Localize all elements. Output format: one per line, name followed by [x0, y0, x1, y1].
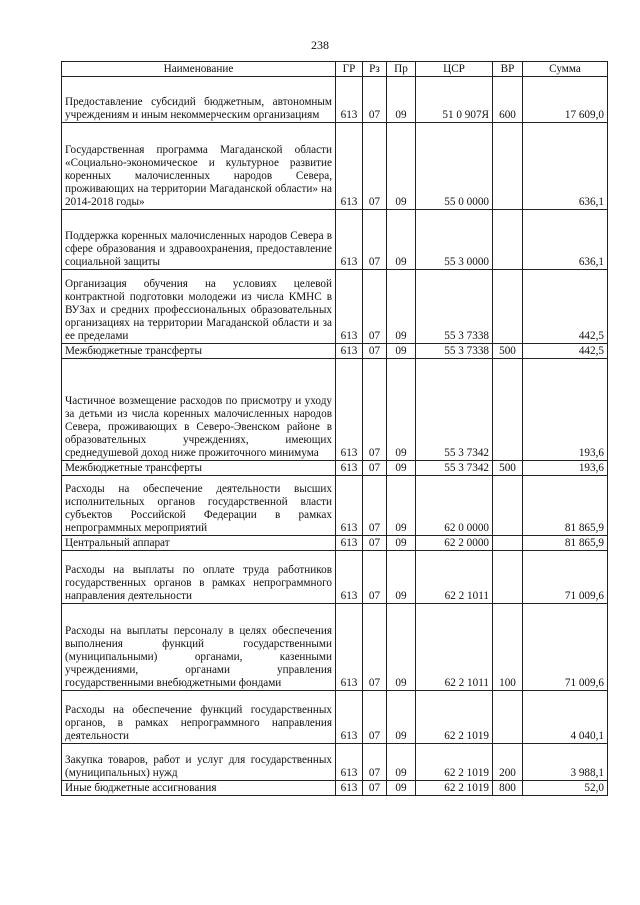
table-row [62, 77, 608, 123]
row-csr: 62 2 1019 [416, 691, 493, 744]
row-gr: 613 [336, 691, 363, 744]
row-gr: 613 [336, 77, 363, 123]
row-sum: 193,6 [523, 461, 608, 476]
row-vr: 600 [493, 77, 523, 123]
row-rz: 07 [363, 551, 387, 604]
table-row [62, 210, 608, 270]
row-csr: 62 2 0000 [416, 536, 493, 551]
row-sum: 71 009,6 [523, 604, 608, 691]
row-rz: 07 [363, 344, 387, 359]
header-rz: Рз [363, 62, 387, 77]
row-pr: 09 [387, 551, 416, 604]
row-sum: 636,1 [523, 123, 608, 210]
table-row [62, 270, 608, 344]
header-sum: Сумма [523, 62, 608, 77]
row-name: Расходы на выплаты по оплате труда работников государственных органов в рамках непрограммного направления деятельности [62, 551, 336, 604]
row-rz: 07 [363, 461, 387, 476]
row-pr: 09 [387, 691, 416, 744]
row-csr: 51 0 907Я [416, 77, 493, 123]
table-row [62, 551, 608, 604]
budget-table [61, 61, 608, 796]
row-gr: 613 [336, 210, 363, 270]
row-gr: 613 [336, 781, 363, 796]
row-vr [493, 691, 523, 744]
row-name: Предоставление субсидий бюджетным, автономным учреждениям и иным некоммерческим организациям [62, 77, 336, 123]
row-pr: 09 [387, 77, 416, 123]
row-csr: 62 2 1011 [416, 604, 493, 691]
row-name: Межбюджетные трансферты [62, 461, 336, 476]
row-name: Иные бюджетные ассигнования [62, 781, 336, 796]
header-csr: ЦСР [416, 62, 493, 77]
table-row [62, 781, 608, 796]
row-gr: 613 [336, 461, 363, 476]
row-gr: 613 [336, 270, 363, 344]
row-name: Межбюджетные трансферты [62, 344, 336, 359]
row-sum: 81 865,9 [523, 536, 608, 551]
row-rz: 07 [363, 476, 387, 536]
row-rz: 07 [363, 691, 387, 744]
row-vr [493, 476, 523, 536]
row-pr: 09 [387, 359, 416, 461]
table-row [62, 461, 608, 476]
row-vr [493, 270, 523, 344]
row-vr [493, 551, 523, 604]
table-row [62, 691, 608, 744]
row-rz: 07 [363, 77, 387, 123]
header-vr: ВР [493, 62, 523, 77]
row-pr: 09 [387, 210, 416, 270]
row-vr [493, 210, 523, 270]
table-row [62, 359, 608, 461]
row-rz: 07 [363, 536, 387, 551]
row-gr: 613 [336, 604, 363, 691]
row-gr: 613 [336, 476, 363, 536]
row-vr: 100 [493, 604, 523, 691]
row-sum: 17 609,0 [523, 77, 608, 123]
row-csr: 55 0 0000 [416, 123, 493, 210]
row-sum: 442,5 [523, 270, 608, 344]
row-gr: 613 [336, 359, 363, 461]
row-rz: 07 [363, 123, 387, 210]
row-name: Расходы на обеспечение функций государственных органов, в рамках непрограммного направления деятельности [62, 691, 336, 744]
row-name: Поддержка коренных малочисленных народов Севера в сфере образования и здравоохранения, предоставление социальной защиты [62, 210, 336, 270]
row-csr: 62 2 1019 [416, 781, 493, 796]
row-gr: 613 [336, 551, 363, 604]
row-name: Частичное возмещение расходов по присмотру и уходу за детьми из числа коренных малочисленных народов Севера, проживающих в Северо-Эвенском районе в образовательных учреждениях, имеющих среднедушевой доход ниже прожиточного минимума [62, 359, 336, 461]
row-csr: 55 3 7342 [416, 461, 493, 476]
row-csr: 55 3 0000 [416, 210, 493, 270]
row-pr: 09 [387, 344, 416, 359]
row-pr: 09 [387, 604, 416, 691]
table-row [62, 344, 608, 359]
table-row [62, 123, 608, 210]
row-name: Расходы на выплаты персоналу в целях обеспечения выполнения функций государственными (муниципальными) органами, казенными учреждениями, органами управления государственными внебюджетными фондами [62, 604, 336, 691]
row-pr: 09 [387, 123, 416, 210]
row-sum: 52,0 [523, 781, 608, 796]
table-body [62, 77, 608, 796]
row-vr: 200 [493, 744, 523, 781]
row-rz: 07 [363, 270, 387, 344]
row-sum: 193,6 [523, 359, 608, 461]
row-gr: 613 [336, 344, 363, 359]
row-pr: 09 [387, 536, 416, 551]
table-row [62, 604, 608, 691]
row-pr: 09 [387, 461, 416, 476]
row-pr: 09 [387, 476, 416, 536]
header-gr: ГР [336, 62, 363, 77]
row-csr: 55 3 7338 [416, 270, 493, 344]
row-vr [493, 359, 523, 461]
row-rz: 07 [363, 744, 387, 781]
row-vr: 500 [493, 344, 523, 359]
row-vr [493, 536, 523, 551]
row-csr: 55 3 7342 [416, 359, 493, 461]
row-gr: 613 [336, 744, 363, 781]
row-sum: 81 865,9 [523, 476, 608, 536]
row-pr: 09 [387, 781, 416, 796]
row-sum: 71 009,6 [523, 551, 608, 604]
table-row [62, 536, 608, 551]
page-number: 238 [311, 38, 329, 52]
row-csr: 62 2 1019 [416, 744, 493, 781]
row-pr: 09 [387, 270, 416, 344]
row-sum: 636,1 [523, 210, 608, 270]
header-pr: Пр [387, 62, 416, 77]
row-vr: 500 [493, 461, 523, 476]
row-pr: 09 [387, 744, 416, 781]
table-row [62, 476, 608, 536]
row-vr: 800 [493, 781, 523, 796]
row-gr: 613 [336, 536, 363, 551]
row-vr [493, 123, 523, 210]
row-name: Закупка товаров, работ и услуг для государственных (муниципальных) нужд [62, 744, 336, 781]
row-name: Организация обучения на условиях целевой контрактной подготовки молодежи из числа КМНС в ВУЗах и средних профессиональных образовательных организациях на территории Магаданской области и за ее пределами [62, 270, 336, 344]
row-rz: 07 [363, 210, 387, 270]
header-name: Наименование [62, 62, 336, 77]
row-name: Центральный аппарат [62, 536, 336, 551]
row-rz: 07 [363, 359, 387, 461]
row-name: Расходы на обеспечение деятельности высших исполнительных органов государственной власти субъектов Российской Федерации в рамках непрограммных мероприятий [62, 476, 336, 536]
row-sum: 4 040,1 [523, 691, 608, 744]
row-csr: 62 0 0000 [416, 476, 493, 536]
row-gr: 613 [336, 123, 363, 210]
table-row [62, 744, 608, 781]
row-csr: 62 2 1011 [416, 551, 493, 604]
row-csr: 55 3 7338 [416, 344, 493, 359]
row-rz: 07 [363, 604, 387, 691]
row-sum: 442,5 [523, 344, 608, 359]
row-rz: 07 [363, 781, 387, 796]
row-sum: 3 988,1 [523, 744, 608, 781]
row-name: Государственная программа Магаданской области «Социально-экономическое и культурное развитие коренных малочисленных народов Севера, проживающих на территории Магаданской области» на 2014-2018 годы» [62, 123, 336, 210]
table-header-row [62, 62, 608, 77]
